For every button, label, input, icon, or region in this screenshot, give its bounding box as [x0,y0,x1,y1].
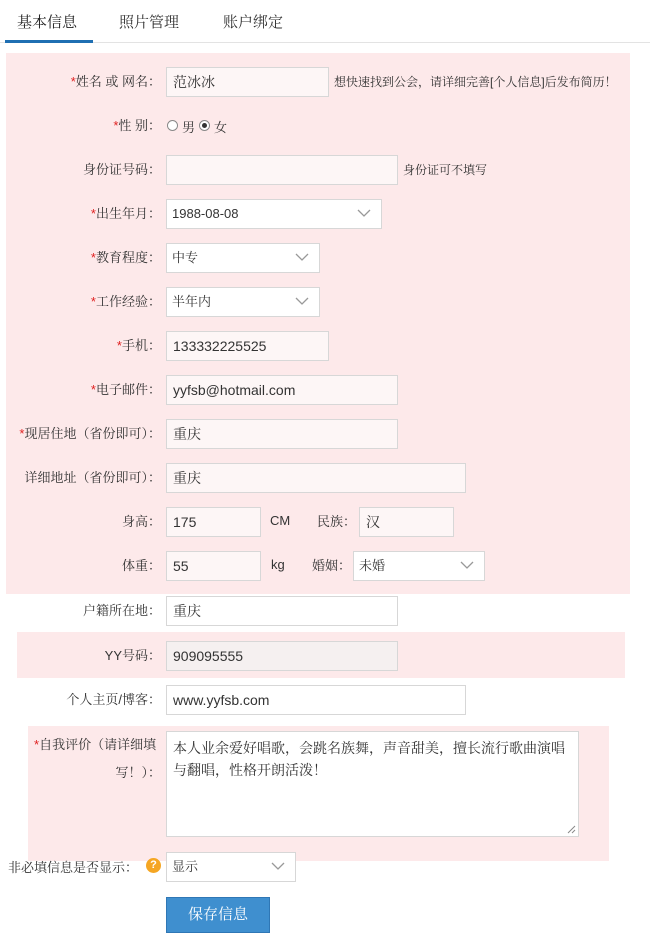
gender-female-radio[interactable] [199,120,210,131]
self-eval-label-line2: 写！）： [115,765,161,780]
tab-account-binding[interactable]: 账户绑定 [223,14,284,31]
chevron-down-icon [460,561,474,570]
save-button[interactable]: 保存信息 [166,897,270,933]
self-eval-text: 本人业余爱好唱歌，会跳名族舞，声音甜美，擅长流行歌曲演唱与翻唱，性格开朗活泼！ [173,740,565,778]
phone-label: *手机： [116,338,161,353]
residence-input[interactable]: 重庆 [166,419,398,449]
height-label: 身高： [121,514,161,529]
gender-female-label: 女 [214,120,228,135]
yy-input[interactable]: 909095555 [166,641,398,671]
optional-display-label: 非必填信息是否显示： [8,860,139,875]
birth-select[interactable] [166,199,382,229]
experience-select[interactable] [166,287,320,317]
marriage-select[interactable] [353,551,485,581]
chevron-down-icon [357,209,371,218]
homepage-label: 个人主页/博客： [66,692,161,707]
education-select[interactable] [166,243,320,273]
chevron-down-icon [295,297,309,306]
tab-photo-management[interactable]: 照片管理 [119,14,180,31]
active-tab-indicator [5,40,93,43]
tab-basic-info[interactable]: 基本信息 [17,14,78,31]
ethnicity-input[interactable]: 汉 [359,507,454,537]
ethnicity-label: 民族： [317,514,357,529]
address-label: 详细地址（省份即可）： [24,470,161,485]
email-input[interactable]: yyfsb@hotmail.com [166,375,398,405]
experience-value: 半年内 [172,294,212,309]
optional-display-select[interactable] [166,852,296,882]
birth-label: *出生年月： [90,206,161,221]
experience-label: *工作经验： [90,294,161,309]
marriage-label: 婚姻： [312,558,352,573]
tab-bar [0,0,650,43]
hukou-label: 户籍所在地： [82,603,161,618]
self-eval-label: *自我评价（请详细填 [34,737,157,752]
name-hint: 想快速找到公会，请详细完善[个人信息]后发布简历！ [334,75,617,89]
gender-male-label: 男 [182,120,196,135]
chevron-down-icon [295,253,309,262]
weight-unit: kg [271,557,285,572]
id-card-hint: 身份证可不填写 [403,163,488,177]
optional-display-value: 显示 [172,859,199,874]
name-input[interactable]: 范冰冰 [166,67,329,97]
birth-value: 1988-08-08 [172,206,239,221]
gender-male-radio[interactable] [167,120,178,131]
email-label: *电子邮件： [90,382,161,397]
height-unit: CM [270,513,291,528]
weight-label: 体重： [121,558,161,573]
residence-label: *现居住地（省份即可）： [19,426,161,441]
id-card-input[interactable] [166,155,398,185]
homepage-input[interactable]: www.yyfsb.com [166,685,466,715]
id-card-label: 身份证号码： [82,162,161,177]
education-value: 中专 [172,250,199,265]
yy-label: YY号码： [104,648,161,663]
gender-label: *性 别： [113,118,161,133]
name-label: *姓名 或 网名： [70,74,161,89]
phone-input[interactable]: 133332225525 [166,331,329,361]
height-input[interactable]: 175 [166,507,261,537]
self-eval-textarea[interactable] [166,731,579,837]
hukou-input[interactable]: 重庆 [166,596,398,626]
weight-input[interactable]: 55 [166,551,261,581]
help-icon[interactable]: ? [146,858,161,873]
chevron-down-icon [271,862,285,871]
resize-grip-icon[interactable] [567,825,576,834]
address-input[interactable]: 重庆 [166,463,466,493]
marriage-value: 未婚 [359,558,386,573]
required-fields-highlight [6,53,630,594]
education-label: *教育程度： [90,250,161,265]
